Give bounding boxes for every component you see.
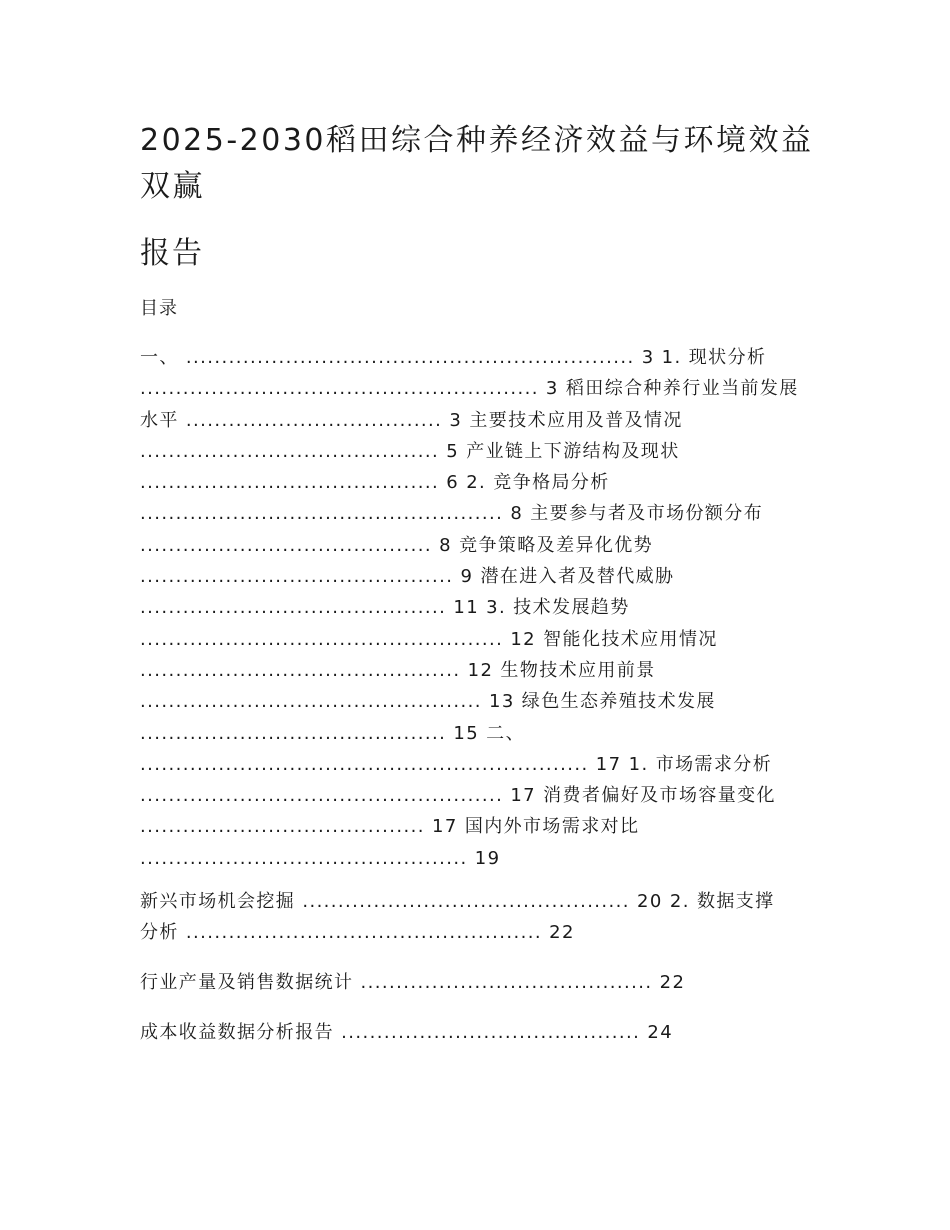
toc-line: ............................................ 9 潜在进入者及替代威胁 xyxy=(140,566,675,588)
toc-entry-production-sales xyxy=(140,967,805,998)
toc-line: .............................................. 19 xyxy=(140,847,501,869)
toc-line: .......................................... 6 2. 竞争格局分析 xyxy=(140,472,610,494)
document-subtitle: 报告 xyxy=(140,236,204,271)
toc-entry-cost-benefit xyxy=(140,1017,805,1048)
toc-line: 水平 .................................... 3 主要技术应用及普及情况 xyxy=(140,409,683,431)
toc-entry-line: 新兴市场机会挖掘 .............................................. 20 2. 数据支撑 xyxy=(140,891,775,912)
toc-line: ................................................... 12 智能化技术应用情况 xyxy=(140,628,718,650)
toc-line: ................................................... 8 主要参与者及市场份额分布 xyxy=(140,503,764,525)
title-line-2: 双赢 xyxy=(140,169,205,204)
toc-line: ................................................... 17 消费者偏好及市场容量变化 xyxy=(140,785,776,807)
toc-line: ............................................. 12 生物技术应用前景 xyxy=(140,659,656,681)
toc-line: 一、 ............................................................... 3 1. 现状分析 xyxy=(140,347,767,368)
toc-entry-line: 分析 .................................................. 22 xyxy=(140,922,575,944)
toc-entry-line: 成本收益数据分析报告 .......................................... 24 xyxy=(140,1022,674,1043)
toc-line: ........................................................ 3 稻田综合种养行业当前发展 xyxy=(140,378,799,400)
table-of-contents xyxy=(140,342,805,874)
toc-line: ............................................................... 17 1. 市场需求分析 xyxy=(140,753,773,775)
toc-line: ........................................ 17 国内外市场需求对比 xyxy=(140,816,640,838)
toc-line: ................................................ 13 绿色生态养殖技术发展 xyxy=(140,691,716,713)
toc-line: ......................................... 8 竞争策略及差异化优势 xyxy=(140,534,654,556)
toc-entry-line: 行业产量及销售数据统计 ......................................... 22 xyxy=(140,972,686,993)
toc-heading: 目录 xyxy=(140,298,178,319)
toc-entry-emerging-market xyxy=(140,886,805,949)
toc-line: .......................................... 5 产业链上下游结构及现状 xyxy=(140,440,680,462)
title-line-1: 2025-2030稻田综合种养经济效益与环境效益 xyxy=(140,123,814,158)
toc-line: ........................................... 11 3. 技术发展趋势 xyxy=(140,597,630,619)
document-title xyxy=(140,118,814,210)
toc-line: ........................................... 15 二、 xyxy=(140,722,525,744)
